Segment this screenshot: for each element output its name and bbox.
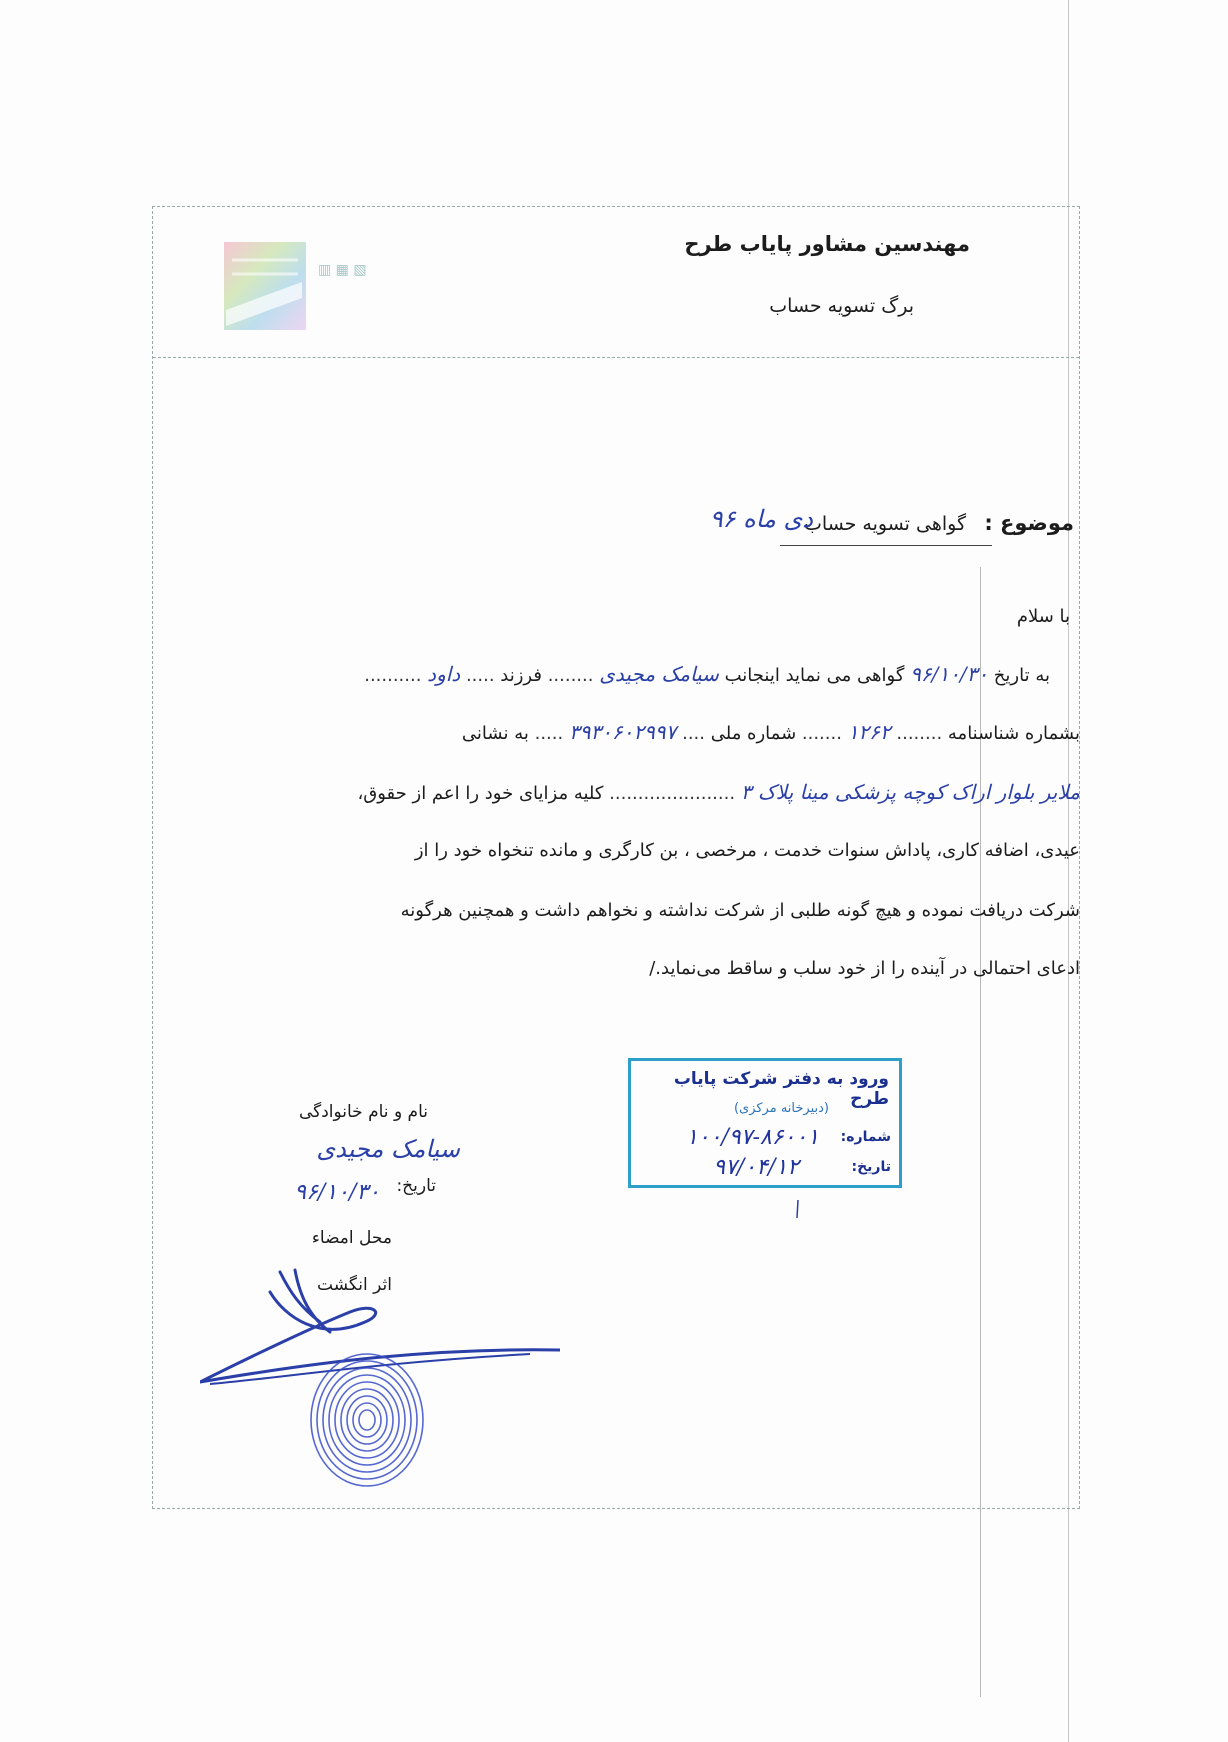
greeting: با سلام [1016, 606, 1070, 627]
subject-printed: گواهی تسویه حساب [804, 513, 966, 535]
registry-stamp [628, 1058, 902, 1188]
company-logo-icon [222, 240, 308, 332]
hand-father-name: داود [427, 662, 461, 686]
form-title: برگ تسویه حساب [769, 295, 914, 317]
subject-underline [780, 545, 992, 546]
name-family-label: نام و نام خانوادگی [298, 1102, 428, 1122]
hand-employee-name: سیامک مجیدی [599, 662, 719, 686]
dots: ........ [896, 723, 943, 744]
subject-handwritten: دی ماه ۹۶ [709, 505, 813, 533]
text-id-number: بشماره شناسنامه [947, 723, 1080, 744]
sign-date-label: تاریخ: [396, 1176, 436, 1196]
dots: ........ [547, 665, 594, 686]
text-national-number: شماره ملی [710, 723, 797, 744]
stamp-date-label: تاریخ: [851, 1159, 891, 1175]
dots: .... [682, 723, 705, 744]
pen-mark-icon [795, 1200, 801, 1218]
signature-place-label: محل امضاء [311, 1228, 392, 1248]
body-line-6: ادعای احتمالی در آینده را از خود سلب و ساقط می‌نماید./ [649, 958, 1080, 979]
hand-national-number: ۳۹۳۰۶۰۲۹۹۷ [568, 720, 677, 744]
fingerprint-icon [305, 1345, 430, 1490]
text-benefits: کلیه مزایای خود را اعم از حقوق، [357, 783, 604, 804]
stamp-title: ورود به دفتر شرکت پایاب طرح [673, 1069, 889, 1109]
text-address: به نشانی [461, 723, 529, 744]
hand-date: ۹۶/۱۰/۳۰ [910, 662, 989, 686]
dots: ..... [534, 723, 564, 744]
hand-sign-date: ۹۶/۱۰/۳۰ [294, 1180, 380, 1205]
dots: ....... [801, 723, 842, 744]
body-line-1 [364, 664, 1050, 685]
dots: ...................... [609, 783, 736, 804]
stamp-subtitle: (دبیرخانه مرکزی) [733, 1101, 829, 1116]
hand-address: ملایر بلوار اراک کوچه پزشکی مینا پلاک ۳ [740, 780, 1080, 804]
dots: ..... [465, 665, 495, 686]
body-line-3 [357, 782, 1080, 803]
thumbprint-place-label: اثر انگشت [317, 1275, 392, 1295]
body-line-4: عیدی، اضافه کاری، پاداش سنوات خدمت ، مرخصی ، بن کارگری و مانده تنخواه خود را از [414, 840, 1080, 861]
text-on-date: به تاریخ [993, 665, 1050, 686]
stamp-date-value: ۹۷/۰۴/۱۲ [713, 1155, 799, 1180]
body-line-2 [462, 722, 1080, 743]
hand-signer-name: سیامک مجیدی [316, 1135, 460, 1163]
text-child-of: فرزند [500, 665, 542, 686]
logo-watermark-text: ▥ ▦ ▧ [318, 262, 367, 278]
company-name: مهندسین مشاور پایاب طرح [684, 232, 970, 256]
stamp-number-value: ۱۰۰/۹۷-۸۶۰۰۱ [685, 1125, 819, 1150]
header-separator [153, 357, 1079, 358]
dots: .......... [364, 665, 422, 686]
subject-label: موضوع : [984, 511, 1074, 535]
text-certifies: گواهی می نماید اینجانب [724, 665, 905, 686]
stamp-number-label: شماره: [840, 1129, 891, 1145]
body-line-5: شرکت دریافت نموده و هیچ گونه طلبی از شرکت نداشته و نخواهم داشت و همچنین هرگونه [400, 900, 1080, 921]
hand-id-number: ۱۲۶۲ [847, 720, 891, 744]
